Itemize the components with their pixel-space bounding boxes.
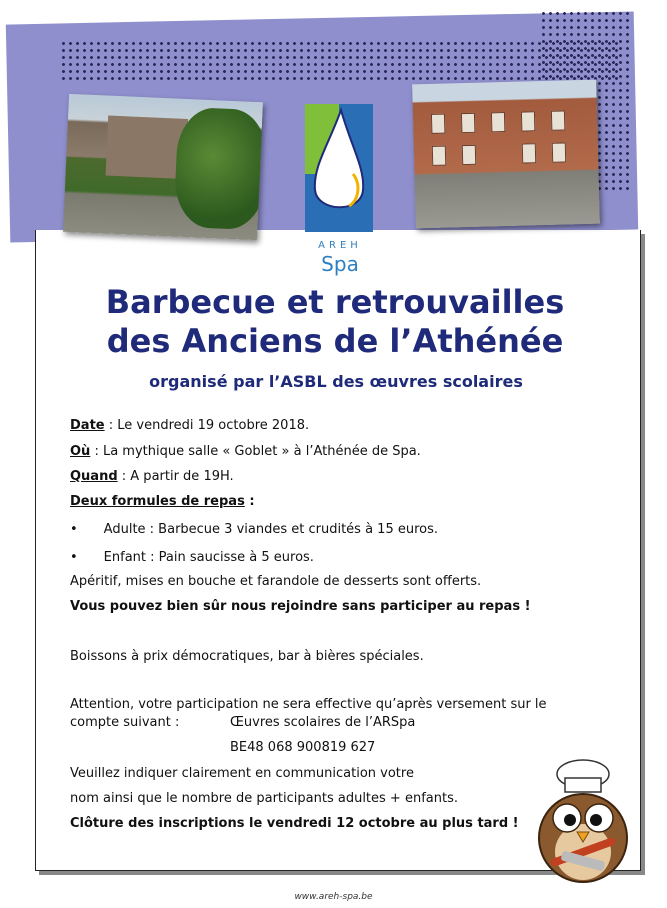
attention-text: Attention, votre participation ne sera effective qu’après versement sur le	[70, 697, 547, 712]
when-line	[70, 469, 234, 484]
when-label: Quand	[70, 469, 118, 484]
where-label: Où	[70, 444, 91, 459]
list-item	[70, 522, 438, 537]
bullet-text-child: Enfant : Pain saucisse à 5 euros.	[103, 550, 314, 565]
date-line	[70, 418, 309, 433]
school-building-photo	[412, 80, 600, 229]
indicate-text-1: Veuillez indiquer clairement en communication votre	[70, 766, 414, 781]
where-line	[70, 444, 421, 459]
indicate-text-2: nom ainsi que le nombre de participants adultes + enfants.	[70, 791, 458, 806]
formulas-label: Deux formules de repas	[70, 494, 245, 509]
formulas-line	[70, 494, 255, 509]
areh-logo	[305, 104, 373, 232]
logo-text-areh: AREH	[318, 240, 362, 251]
date-label: Date	[70, 418, 105, 433]
account-number: BE48 068 900819 627	[230, 740, 376, 755]
join-text: Vous pouvez bien sûr nous rejoindre sans participer au repas !	[70, 599, 531, 614]
formulas-suffix: :	[244, 494, 255, 509]
bullet-text-adult: Adulte : Barbecue 3 viandes et crudités à 15 euros.	[103, 522, 438, 537]
bullet-icon: •	[70, 522, 78, 537]
when-value: : A partir de 19H.	[117, 469, 234, 484]
aperitif-text: Apéritif, mises en bouche et farandole de desserts sont offerts.	[70, 574, 482, 589]
courtyard-photo	[63, 94, 263, 240]
closing-text: Clôture des inscriptions le vendredi 12 octobre au plus tard !	[70, 816, 519, 831]
drinks-text: Boissons à prix démocratiques, bar à bières spéciales.	[70, 649, 424, 664]
account-name: Œuvres scolaires de l’ARSpa	[230, 715, 416, 730]
owl-chef-icon	[527, 756, 639, 884]
dotted-pattern	[60, 40, 620, 80]
where-value: : La mythique salle « Goblet » à l’Athénée de Spa.	[90, 444, 421, 459]
tree-shape	[173, 107, 263, 231]
date-value: : Le vendredi 19 octobre 2018.	[104, 418, 310, 433]
event-subtitle: organisé par l’ASBL des œuvres scolaires	[149, 372, 523, 391]
event-title-line2: des Anciens de l’Athénée	[106, 322, 564, 360]
website-footer: www.areh-spa.be	[294, 892, 373, 902]
bullet-icon: •	[70, 550, 78, 565]
list-item	[70, 550, 314, 565]
account-label: compte suivant :	[70, 715, 180, 730]
logo-text-spa: Spa	[321, 252, 359, 276]
event-title-line1: Barbecue et retrouvailles	[105, 283, 565, 321]
